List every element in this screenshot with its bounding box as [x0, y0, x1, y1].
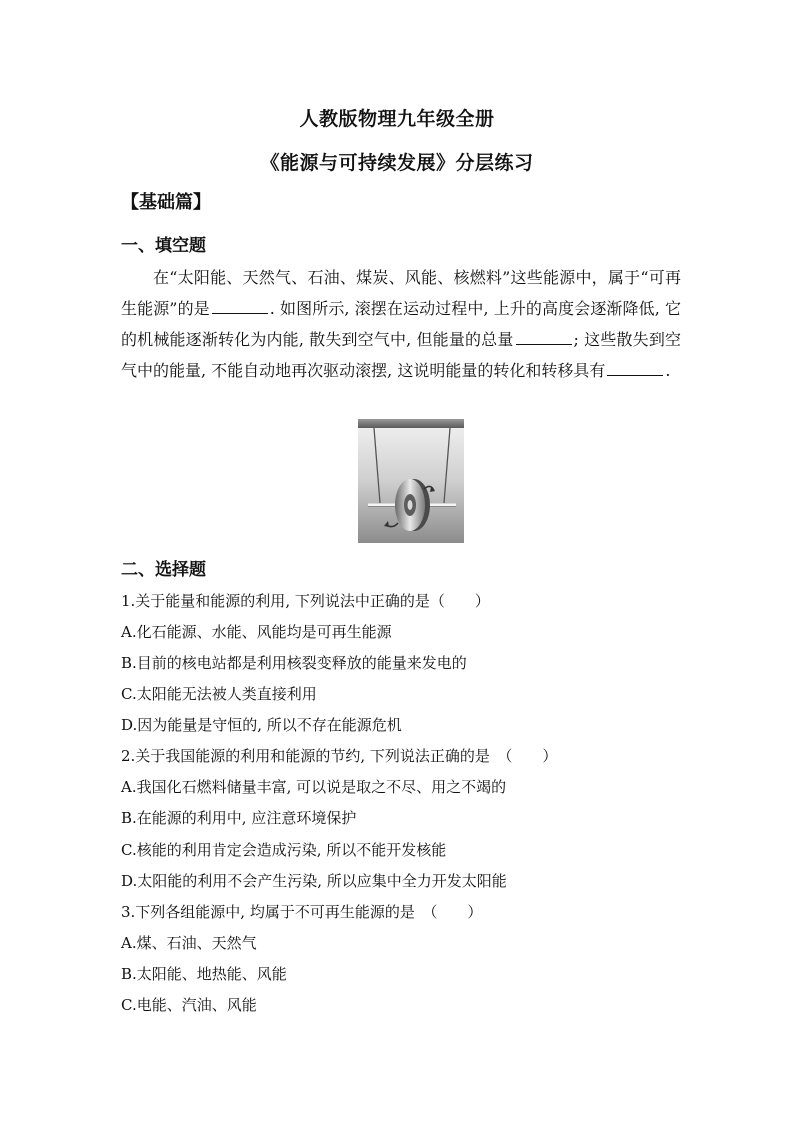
question-2-option-b: B.在能源的利用中, 应注意环境保护 [121, 809, 357, 827]
question-2-option-c: C.核能的利用肯定会造成污染, 所以不能开发核能 [121, 841, 447, 859]
question-3-option-c: C.电能、汽油、风能 [121, 996, 257, 1014]
question-2-stem: 2.关于我国能源的利用和能源的节约, 下列说法正确的是 （ ） [121, 747, 558, 765]
question-3-option-a: A.煤、石油、天然气 [121, 934, 257, 952]
question-1-stem: 1.关于能量和能源的利用, 下列说法中正确的是（ ） [121, 592, 490, 610]
answer-blank-2[interactable] [516, 330, 572, 345]
answer-blank-1[interactable] [212, 299, 268, 314]
document-title: 人教版物理九年级全册 [299, 108, 495, 130]
document-subtitle: 《能源与可持续发展》分层练习 [260, 152, 534, 174]
maxwell-pendulum-figure [358, 419, 464, 543]
fill-in-text-part2: . 如图所示, 滚摆在运动过程中, 上升的高度会逐渐降低, 它的机械能逐渐转化为内能, 散失到空气中, 但能量的总量 [121, 299, 681, 349]
fill-in-text-part3: ; 这些散失到空气中的能量, 不能自动地再次驱动滚摆, 这说明能量的转化和转移具有 [121, 330, 681, 380]
fill-in-question [121, 262, 681, 386]
question-1-option-b: B.目前的核电站都是利用核裂变释放的能量来发电的 [121, 654, 467, 672]
question-1-option-a: A.化石能源、水能、风能均是可再生能源 [121, 623, 392, 641]
question-1-option-d: D.因为能量是守恒的, 所以不存在能源危机 [121, 716, 402, 734]
answer-blank-3[interactable] [607, 361, 663, 376]
question-2-option-d: D.太阳能的利用不会产生污染, 所以应集中全力开发太阳能 [121, 872, 507, 890]
question-1-option-c: C.太阳能无法被人类直接利用 [121, 685, 317, 703]
section-fill-in-heading: 一、填空题 [121, 236, 206, 256]
question-3-option-b: B.太阳能、地热能、风能 [121, 965, 287, 983]
maxwell-pendulum-image [358, 419, 464, 543]
level-label: 【基础篇】 [121, 192, 211, 213]
section-choice-heading: 二、选择题 [121, 560, 206, 580]
fill-in-text-part4: . [665, 361, 671, 380]
question-2-option-a: A.我国化石燃料储量丰富, 可以说是取之不尽、用之不竭的 [121, 778, 507, 796]
question-3-stem: 3.下列各组能源中, 均属于不可再生能源的是 （ ） [121, 903, 483, 921]
fill-in-text-part1: 在“太阳能、天然气、石油、煤炭、风能、核燃料”这些能源中，属于“可再生能源”的是 [121, 268, 681, 318]
